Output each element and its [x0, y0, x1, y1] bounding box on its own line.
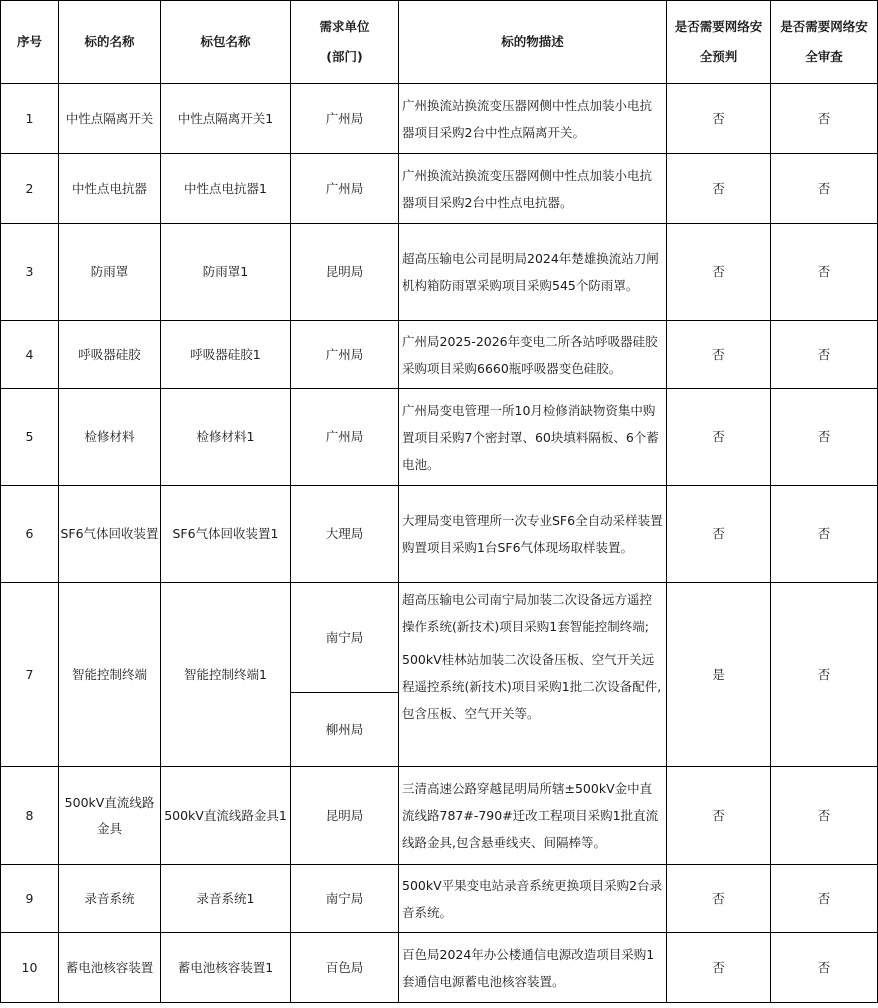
- cell-unit: 柳州局: [291, 693, 399, 767]
- cell-net-review: 否: [771, 767, 878, 865]
- cell-package-name: 中性点隔离开关1: [161, 84, 291, 154]
- cell-net-predict: 否: [667, 865, 771, 933]
- cell-seq: 2: [1, 154, 59, 224]
- cell-net-predict: 否: [667, 389, 771, 486]
- header-item-name: 标的名称: [59, 1, 161, 84]
- cell-seq: 10: [1, 933, 59, 1003]
- cell-net-review: 否: [771, 486, 878, 583]
- cell-description: [399, 583, 667, 767]
- cell-seq: 7: [1, 583, 59, 767]
- cell-seq: 3: [1, 224, 59, 321]
- header-net-review-line1: 是否需要网络安: [780, 19, 868, 34]
- cell-package-name: 录音系统1: [161, 865, 291, 933]
- header-net-predict-line2: 全预判: [699, 49, 738, 64]
- table-row: [1, 583, 878, 693]
- cell-net-predict: 否: [667, 486, 771, 583]
- cell-item-name: 呼吸器硅胶: [59, 321, 161, 389]
- header-description: 标的物描述: [399, 1, 667, 84]
- cell-item-name: 检修材料: [59, 389, 161, 486]
- table-row: [1, 154, 878, 224]
- cell-net-predict: 否: [667, 84, 771, 154]
- cell-seq: 1: [1, 84, 59, 154]
- cell-unit: 南宁局: [291, 583, 399, 693]
- cell-seq: 6: [1, 486, 59, 583]
- cell-item-name: 智能控制终端: [59, 583, 161, 767]
- cell-unit: 大理局: [291, 486, 399, 583]
- header-net-review-line2: 全审查: [805, 49, 843, 64]
- cell-seq: 8: [1, 767, 59, 865]
- cell-item-name: 中性点隔离开关: [59, 84, 161, 154]
- cell-net-predict: 是: [667, 583, 771, 767]
- cell-description: 广州局变电管理一所10月检修消缺物资集中购置项目采购7个密封罩、60块填料隔板、6个蓄电池。: [399, 389, 667, 486]
- header-row: [1, 1, 878, 84]
- cell-net-predict: 否: [667, 321, 771, 389]
- cell-unit: 广州局: [291, 321, 399, 389]
- description-part-a: 超高压输电公司南宁局加装二次设备远方遥控操作系统(新技术)项目采购1套智能控制终端;: [402, 592, 653, 634]
- cell-package-name: 检修材料1: [161, 389, 291, 486]
- header-unit: [291, 1, 399, 84]
- cell-net-review: 否: [771, 84, 878, 154]
- header-net-predict-line1: 是否需要网络安: [674, 19, 763, 34]
- cell-net-review: 否: [771, 224, 878, 321]
- cell-package-name: 蓄电池核容装置1: [161, 933, 291, 1003]
- cell-item-name: 500kV直流线路金具: [59, 767, 161, 865]
- table-row: [1, 389, 878, 486]
- cell-seq: 9: [1, 865, 59, 933]
- cell-net-predict: 否: [667, 154, 771, 224]
- cell-description: 三清高速公路穿越昆明局所辖±500kV金中直流线路787#-790#迁改工程项目采购1批直流线路金具,包含悬垂线夹、间隔棒等。: [399, 767, 667, 865]
- cell-unit: 广州局: [291, 84, 399, 154]
- cell-item-name: 录音系统: [59, 865, 161, 933]
- cell-net-review: 否: [771, 865, 878, 933]
- cell-package-name: 中性点电抗器1: [161, 154, 291, 224]
- cell-unit: 广州局: [291, 154, 399, 224]
- cell-package-name: 500kV直流线路金具1: [161, 767, 291, 865]
- table-row: [1, 933, 878, 1003]
- cell-unit: 昆明局: [291, 767, 399, 865]
- cell-description: 超高压输电公司昆明局2024年楚雄换流站刀闸机构箱防雨罩采购项目采购545个防雨罩。: [399, 224, 667, 321]
- header-seq: 序号: [1, 1, 59, 84]
- header-package-name: 标包名称: [161, 1, 291, 84]
- table-row: [1, 321, 878, 389]
- header-unit-line2: (部门): [326, 49, 363, 64]
- cell-unit: 百色局: [291, 933, 399, 1003]
- cell-package-name: SF6气体回收装置1: [161, 486, 291, 583]
- cell-package-name: 呼吸器硅胶1: [161, 321, 291, 389]
- cell-net-review: 否: [771, 933, 878, 1003]
- cell-net-predict: 否: [667, 767, 771, 865]
- cell-item-name: 中性点电抗器: [59, 154, 161, 224]
- table-row: [1, 767, 878, 865]
- cell-net-review: 否: [771, 583, 878, 767]
- cell-net-predict: 否: [667, 224, 771, 321]
- table-row: [1, 486, 878, 583]
- cell-net-review: 否: [771, 154, 878, 224]
- cell-seq: 4: [1, 321, 59, 389]
- cell-item-name: 防雨罩: [59, 224, 161, 321]
- cell-description: 广州换流站换流变压器网侧中性点加装小电抗器项目采购2台中性点电抗器。: [399, 154, 667, 224]
- cell-net-predict: 否: [667, 933, 771, 1003]
- cell-unit: 广州局: [291, 389, 399, 486]
- header-net-predict: [667, 1, 771, 84]
- cell-description: 大理局变电管理所一次专业SF6全自动采样装置购置项目采购1台SF6气体现场取样装置。: [399, 486, 667, 583]
- cell-description: 500kV平果变电站录音系统更换项目采购2台录音系统。: [399, 865, 667, 933]
- cell-seq: 5: [1, 389, 59, 486]
- cell-net-review: 否: [771, 389, 878, 486]
- table-row: [1, 84, 878, 154]
- header-net-review: [771, 1, 878, 84]
- cell-unit: 昆明局: [291, 224, 399, 321]
- cell-item-name: SF6气体回收装置: [59, 486, 161, 583]
- description-part-b: 500kV桂林站加装二次设备压板、空气开关远程遥控系统(新技术)项目采购1批二次设备配件,包含压板、空气开关等。: [402, 652, 662, 721]
- cell-item-name: 蓄电池核容装置: [59, 933, 161, 1003]
- cell-description: 广州换流站换流变压器网侧中性点加装小电抗器项目采购2台中性点隔离开关。: [399, 84, 667, 154]
- cell-net-review: 否: [771, 321, 878, 389]
- table-row: [1, 224, 878, 321]
- cell-unit: 南宁局: [291, 865, 399, 933]
- cell-package-name: 智能控制终端1: [161, 583, 291, 767]
- cell-package-name: 防雨罩1: [161, 224, 291, 321]
- header-unit-line1: 需求单位: [319, 19, 370, 34]
- cell-description: 百色局2024年办公楼通信电源改造项目采购1套通信电源蓄电池核容装置。: [399, 933, 667, 1003]
- table-row: [1, 865, 878, 933]
- cell-description: 广州局2025-2026年变电二所各站呼吸器硅胶采购项目采购6660瓶呼吸器变色硅胶。: [399, 321, 667, 389]
